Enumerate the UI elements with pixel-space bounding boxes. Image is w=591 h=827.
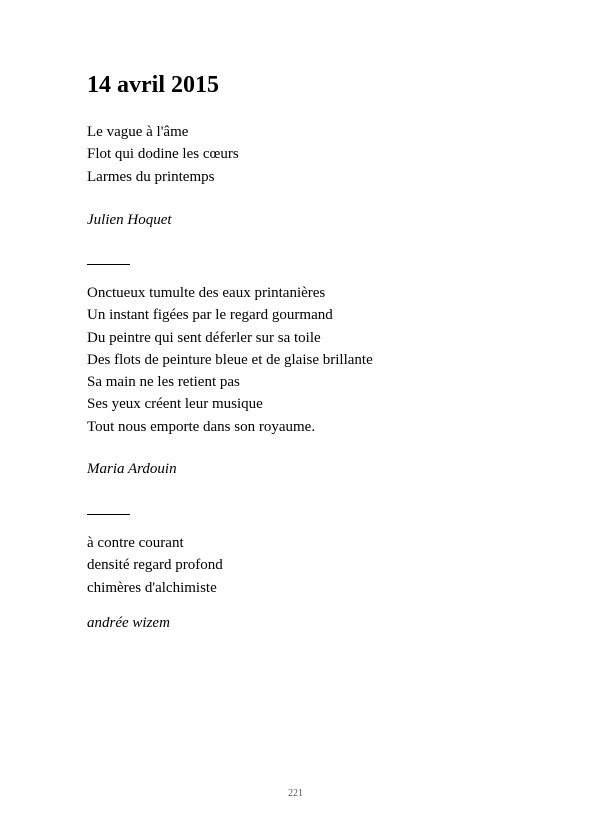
poem-3-author: andrée wizem — [87, 615, 170, 631]
poem-2-line-6: Ses yeux créent leur musique — [87, 396, 263, 413]
poem-3-line-3: chimères d'alchimiste — [87, 579, 217, 596]
poem-1-stanza — [87, 121, 239, 188]
page-title: 14 avril 2015 — [87, 72, 219, 98]
separator-line — [87, 264, 130, 265]
poem-3-line-2: densité regard profond — [87, 557, 223, 574]
separator-line — [87, 514, 130, 515]
poem-1-line-1: Le vague à l'âme — [87, 124, 189, 140]
poem-2-line-2: Un instant figées par le regard gourmand — [87, 307, 333, 324]
poem-1-line-2: Flot qui dodine les cœurs — [87, 146, 239, 163]
poem-3-stanza — [87, 532, 223, 599]
poem-1-author: Julien Hoquet — [87, 212, 172, 228]
page-number: 221 — [288, 788, 303, 799]
poem-2-line-4: Des flots de peinture bleue et de glaise brillante — [87, 351, 373, 368]
poem-2-line-1: Onctueux tumulte des eaux printanières — [87, 285, 326, 301]
poem-2-author: Maria Ardouin — [87, 461, 177, 477]
poem-2-line-5: Sa main ne les retient pas — [87, 374, 240, 391]
poem-2-line-3: Du peintre qui sent déferler sur sa toile — [87, 329, 321, 346]
poem-2-stanza — [87, 282, 373, 438]
poem-2-line-7: Tout nous emporte dans son royaume. — [87, 418, 316, 435]
poem-3-line-1: à contre courant — [87, 535, 184, 551]
poem-1-line-3: Larmes du printemps — [87, 168, 215, 185]
